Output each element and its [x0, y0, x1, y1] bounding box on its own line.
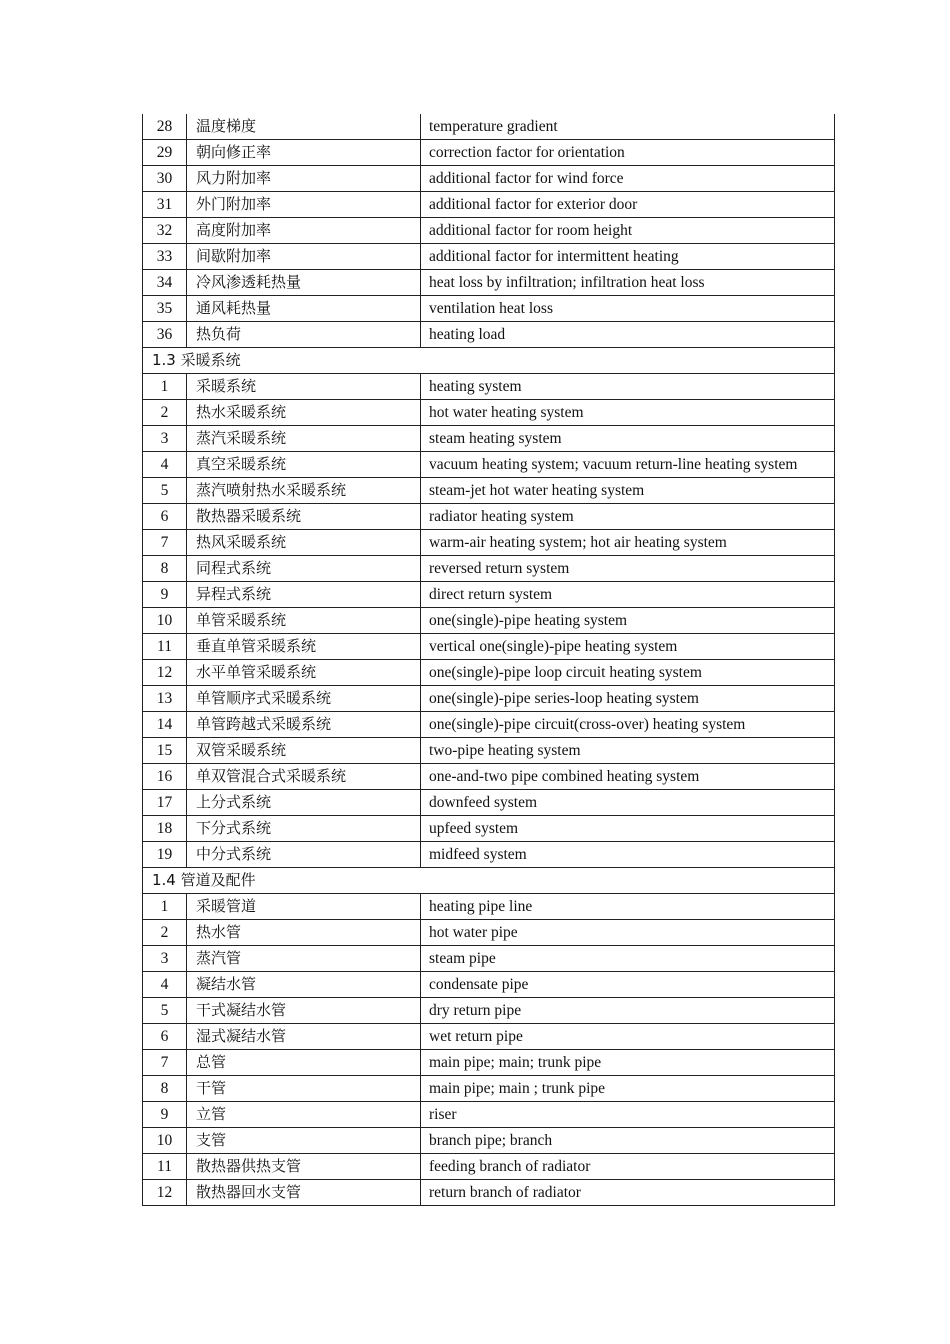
term-number: 3 [143, 946, 187, 972]
term-row [143, 660, 835, 686]
term-number: 11 [143, 1154, 187, 1180]
term-english: reversed return system [421, 556, 835, 582]
term-english: steam heating system [421, 426, 835, 452]
term-chinese: 垂直单管采暖系统 [187, 634, 421, 660]
term-chinese: 湿式凝结水管 [187, 1024, 421, 1050]
term-number: 32 [143, 218, 187, 244]
glossary-table [142, 114, 835, 1206]
term-number: 30 [143, 166, 187, 192]
term-number: 13 [143, 686, 187, 712]
term-chinese: 通风耗热量 [187, 296, 421, 322]
term-row [143, 218, 835, 244]
term-chinese: 热风采暖系统 [187, 530, 421, 556]
term-number: 29 [143, 140, 187, 166]
term-number: 17 [143, 790, 187, 816]
term-number: 12 [143, 1180, 187, 1206]
term-row [143, 322, 835, 348]
term-english: branch pipe; branch [421, 1128, 835, 1154]
term-english: warm-air heating system; hot air heating system [421, 530, 835, 556]
term-chinese: 单管采暖系统 [187, 608, 421, 634]
term-row [143, 1180, 835, 1206]
term-chinese: 总管 [187, 1050, 421, 1076]
term-number: 1 [143, 374, 187, 400]
term-row [143, 816, 835, 842]
section-title: 1.4 管道及配件 [143, 868, 835, 894]
term-row [143, 270, 835, 296]
term-row [143, 244, 835, 270]
section-header-row [143, 348, 835, 374]
term-row [143, 452, 835, 478]
term-row [143, 946, 835, 972]
term-english: feeding branch of radiator [421, 1154, 835, 1180]
term-english: riser [421, 1102, 835, 1128]
term-number: 8 [143, 556, 187, 582]
term-english: one(single)-pipe heating system [421, 608, 835, 634]
term-english: hot water heating system [421, 400, 835, 426]
term-row [143, 166, 835, 192]
term-chinese: 热负荷 [187, 322, 421, 348]
term-chinese: 蒸汽管 [187, 946, 421, 972]
term-chinese: 双管采暖系统 [187, 738, 421, 764]
term-chinese: 朝向修正率 [187, 140, 421, 166]
term-chinese: 散热器采暖系统 [187, 504, 421, 530]
term-number: 2 [143, 400, 187, 426]
term-chinese: 单管跨越式采暖系统 [187, 712, 421, 738]
term-number: 2 [143, 920, 187, 946]
term-row [143, 1024, 835, 1050]
term-row [143, 426, 835, 452]
term-row [143, 114, 835, 140]
term-chinese: 间歇附加率 [187, 244, 421, 270]
term-number: 34 [143, 270, 187, 296]
term-row [143, 1102, 835, 1128]
term-chinese: 采暖管道 [187, 894, 421, 920]
term-english: return branch of radiator [421, 1180, 835, 1206]
term-number: 33 [143, 244, 187, 270]
term-chinese: 异程式系统 [187, 582, 421, 608]
term-number: 4 [143, 452, 187, 478]
term-row [143, 504, 835, 530]
term-english: additional factor for wind force [421, 166, 835, 192]
term-number: 16 [143, 764, 187, 790]
term-row [143, 192, 835, 218]
term-row [143, 1154, 835, 1180]
term-english: radiator heating system [421, 504, 835, 530]
term-chinese: 立管 [187, 1102, 421, 1128]
term-row [143, 1076, 835, 1102]
term-english: additional factor for room height [421, 218, 835, 244]
term-row [143, 998, 835, 1024]
term-english: midfeed system [421, 842, 835, 868]
section-header-row [143, 868, 835, 894]
term-number: 7 [143, 530, 187, 556]
term-row [143, 582, 835, 608]
term-english: upfeed system [421, 816, 835, 842]
term-chinese: 热水采暖系统 [187, 400, 421, 426]
term-english: heating system [421, 374, 835, 400]
term-chinese: 采暖系统 [187, 374, 421, 400]
term-chinese: 外门附加率 [187, 192, 421, 218]
term-number: 5 [143, 998, 187, 1024]
term-row [143, 634, 835, 660]
term-number: 28 [143, 114, 187, 140]
term-english: one(single)-pipe loop circuit heating system [421, 660, 835, 686]
term-row [143, 374, 835, 400]
term-english: vacuum heating system; vacuum return-line heating system [421, 452, 835, 478]
term-english: steam pipe [421, 946, 835, 972]
term-english: wet return pipe [421, 1024, 835, 1050]
term-row [143, 1050, 835, 1076]
term-row [143, 296, 835, 322]
term-number: 14 [143, 712, 187, 738]
section-title: 1.3 采暖系统 [143, 348, 835, 374]
term-english: steam-jet hot water heating system [421, 478, 835, 504]
term-row [143, 140, 835, 166]
term-english: heat loss by infiltration; infiltration heat loss [421, 270, 835, 296]
term-number: 11 [143, 634, 187, 660]
term-english: hot water pipe [421, 920, 835, 946]
term-row [143, 608, 835, 634]
term-number: 36 [143, 322, 187, 348]
term-english: correction factor for orientation [421, 140, 835, 166]
term-number: 3 [143, 426, 187, 452]
term-chinese: 单管顺序式采暖系统 [187, 686, 421, 712]
term-chinese: 蒸汽采暖系统 [187, 426, 421, 452]
term-chinese: 单双管混合式采暖系统 [187, 764, 421, 790]
term-english: main pipe; main; trunk pipe [421, 1050, 835, 1076]
term-chinese: 冷风渗透耗热量 [187, 270, 421, 296]
term-english: main pipe; main ; trunk pipe [421, 1076, 835, 1102]
term-chinese: 同程式系统 [187, 556, 421, 582]
term-number: 31 [143, 192, 187, 218]
term-english: additional factor for exterior door [421, 192, 835, 218]
glossary-body [143, 114, 835, 1206]
term-row [143, 1128, 835, 1154]
term-chinese: 真空采暖系统 [187, 452, 421, 478]
term-number: 6 [143, 1024, 187, 1050]
term-chinese: 蒸汽喷射热水采暖系统 [187, 478, 421, 504]
term-chinese: 散热器供热支管 [187, 1154, 421, 1180]
term-number: 10 [143, 1128, 187, 1154]
term-number: 15 [143, 738, 187, 764]
term-number: 1 [143, 894, 187, 920]
term-number: 7 [143, 1050, 187, 1076]
term-english: additional factor for intermittent heating [421, 244, 835, 270]
term-number: 9 [143, 1102, 187, 1128]
term-chinese: 下分式系统 [187, 816, 421, 842]
term-english: vertical one(single)-pipe heating system [421, 634, 835, 660]
term-number: 8 [143, 1076, 187, 1102]
term-row [143, 972, 835, 998]
term-chinese: 干管 [187, 1076, 421, 1102]
term-row [143, 400, 835, 426]
term-chinese: 凝结水管 [187, 972, 421, 998]
term-number: 6 [143, 504, 187, 530]
term-chinese: 中分式系统 [187, 842, 421, 868]
term-english: one(single)-pipe series-loop heating system [421, 686, 835, 712]
term-number: 5 [143, 478, 187, 504]
term-chinese: 干式凝结水管 [187, 998, 421, 1024]
term-row [143, 764, 835, 790]
term-row [143, 842, 835, 868]
term-chinese: 水平单管采暖系统 [187, 660, 421, 686]
term-row [143, 712, 835, 738]
term-english: heating pipe line [421, 894, 835, 920]
term-row [143, 894, 835, 920]
term-number: 19 [143, 842, 187, 868]
term-row [143, 920, 835, 946]
term-chinese: 温度梯度 [187, 114, 421, 140]
term-chinese: 上分式系统 [187, 790, 421, 816]
term-chinese: 热水管 [187, 920, 421, 946]
term-english: two-pipe heating system [421, 738, 835, 764]
term-chinese: 风力附加率 [187, 166, 421, 192]
term-english: heating load [421, 322, 835, 348]
term-chinese: 散热器回水支管 [187, 1180, 421, 1206]
term-row [143, 738, 835, 764]
term-english: direct return system [421, 582, 835, 608]
term-english: dry return pipe [421, 998, 835, 1024]
term-english: condensate pipe [421, 972, 835, 998]
term-number: 10 [143, 608, 187, 634]
term-chinese: 支管 [187, 1128, 421, 1154]
term-row [143, 530, 835, 556]
term-english: temperature gradient [421, 114, 835, 140]
term-row [143, 478, 835, 504]
term-english: ventilation heat loss [421, 296, 835, 322]
term-number: 35 [143, 296, 187, 322]
term-row [143, 556, 835, 582]
term-english: one-and-two pipe combined heating system [421, 764, 835, 790]
term-number: 4 [143, 972, 187, 998]
term-number: 12 [143, 660, 187, 686]
term-row [143, 790, 835, 816]
term-english: one(single)-pipe circuit(cross-over) heating system [421, 712, 835, 738]
term-number: 9 [143, 582, 187, 608]
term-english: downfeed system [421, 790, 835, 816]
term-row [143, 686, 835, 712]
term-chinese: 高度附加率 [187, 218, 421, 244]
term-number: 18 [143, 816, 187, 842]
